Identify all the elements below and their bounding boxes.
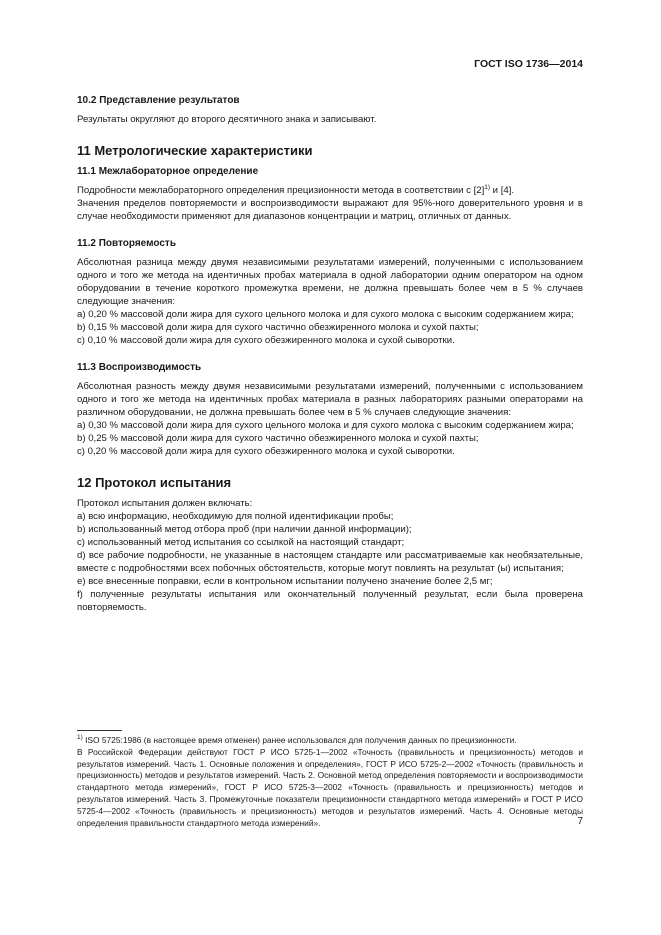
section-11-2-item-c: с) 0,10 % массовой доли жира для сухого обезжиренного молока и сухой сыворотки. xyxy=(77,335,455,346)
section-11-2-para: Абсолютная разница между двумя независимыми результатами измерений, полученными с использованием одного и того же метода на идентичных пробах материала в одной лаборатории одним оператором на одном оборудовании в течение короткого промежутка времени, не должна превышать более чем в 5 % случаев следующие значения: xyxy=(77,257,583,307)
footnote-ref: 1) xyxy=(484,183,491,191)
section-11-1-para-1-text: Подробности межлабораторного определения прецизионности метода в соответствии с [2] xyxy=(77,185,485,196)
section-12-title: 12 Протокол испытания xyxy=(77,475,232,490)
section-11-3-title: 11.3 Воспроизводимость xyxy=(77,362,202,373)
section-12-item-a: а) всю информацию, необходимую для полной идентификации пробы; xyxy=(77,511,394,522)
section-12-item-d: d) все рабочие подробности, не указанные в настоящем стандарте или рассматриваемые как необязательные, вместе с подробностями всех побочных обстоятельств, которые могут повлиять на результат (ы) испытания; xyxy=(77,550,583,574)
section-12-item-b: b) использованный метод отбора проб (при наличии данной информации); xyxy=(77,524,412,535)
section-11-1-para-1-tail: и [4]. xyxy=(490,185,515,196)
section-11-title: 11 Метрологические характеристики xyxy=(77,143,313,158)
section-12-item-c: с) использованный метод испытания со ссылкой на настоящий стандарт; xyxy=(77,537,405,548)
section-10-2-title: 10.2 Представление результатов xyxy=(77,95,240,106)
section-11-2-item-b: b) 0,15 % массовой доли жира для сухого частично обезжиренного молока и сухой пахты; xyxy=(77,322,479,333)
footnotes xyxy=(77,730,583,829)
footnote-1-continuation: В Российской Федерации действуют ГОСТ Р ИСО 5725-1—2002 «Точность (правильность и прецизионность) методов и результатов измерений. Часть 1. Основные положения и определения», ГОСТ Р ИСО 5725-2—2002 «Точность (правильность и прецизионность) методов и результатов измерений. Часть 2. Основной метод определения повторяемости и воспроизводимости стандартного метода измерений», ГОСТ Р ИСО 5725-3—2002 «Точность (правильность и прецизионность) методов и результатов измерений. Часть 3. Промежуточные показатели прецизионности стандартного метода измерений» и ГОСТ Р ИСО 5725-4—2002 «Точность (правильность и прецизионность) методов и результатов измерений. Часть 4. Основные методы определения правильности стандартного метода измерений». xyxy=(77,746,583,828)
section-10-2-text: Результаты округляют до второго десятичного знака и записывают. xyxy=(77,114,377,125)
footnote-1 xyxy=(77,735,583,747)
document-header: ГОСТ ISO 1736—2014 xyxy=(474,58,583,70)
page-number: 7 xyxy=(577,816,583,827)
section-11-3-item-b: b) 0,25 % массовой доли жира для сухого частично обезжиренного молока и сухой пахты; xyxy=(77,433,479,444)
section-12-item-e: е) все внесенные поправки, если в контрольном испытании получено значение более 2,5 мг; xyxy=(77,576,493,587)
section-11-2-item-a: а) 0,20 % массовой доли жира для сухого цельного молока и для сухого молока с высоким содержанием жира; xyxy=(77,309,574,320)
footnote-marker: 1) xyxy=(77,734,83,742)
section-11-3-item-c: с) 0,20 % массовой доли жира для сухого обезжиренного молока и сухой сыворотки. xyxy=(77,446,455,457)
section-11-1-para-2: Значения пределов повторяемости и воспроизводимости выражают для 95%-ного доверительного уровня и в случае необходимости применяют для диапазонов концентрации и матриц, отличных от данных. xyxy=(77,198,583,222)
section-11-3-para: Абсолютная разность между двумя независимыми результатами измерений, полученными с использованием одного и того же метода на идентичных пробах материала в разных лабораториях разными операторами на различном оборудовании, не должна превышать более чем в 5 % случаев следующие значения: xyxy=(77,381,583,418)
section-11-1-title: 11.1 Межлабораторное определение xyxy=(77,166,259,177)
section-11-3-item-a: а) 0,30 % массовой доли жира для сухого цельного молока и для сухого молока с высоким содержанием жира; xyxy=(77,420,574,431)
section-12-intro: Протокол испытания должен включать: xyxy=(77,498,253,509)
section-11-2-title: 11.2 Повторяемость xyxy=(77,238,176,249)
section-12-item-f: f) полученные результаты испытания или окончательный полученный результат, если была проверена повторяемость. xyxy=(77,589,583,613)
footnote-rule xyxy=(77,730,122,731)
page-content xyxy=(77,94,583,614)
footnote-1-text: ISO 5725:1986 (в настоящее время отменен) ранее использовался для получения данных по прецизионности. xyxy=(82,735,517,745)
section-11-1-para-1 xyxy=(77,184,583,197)
